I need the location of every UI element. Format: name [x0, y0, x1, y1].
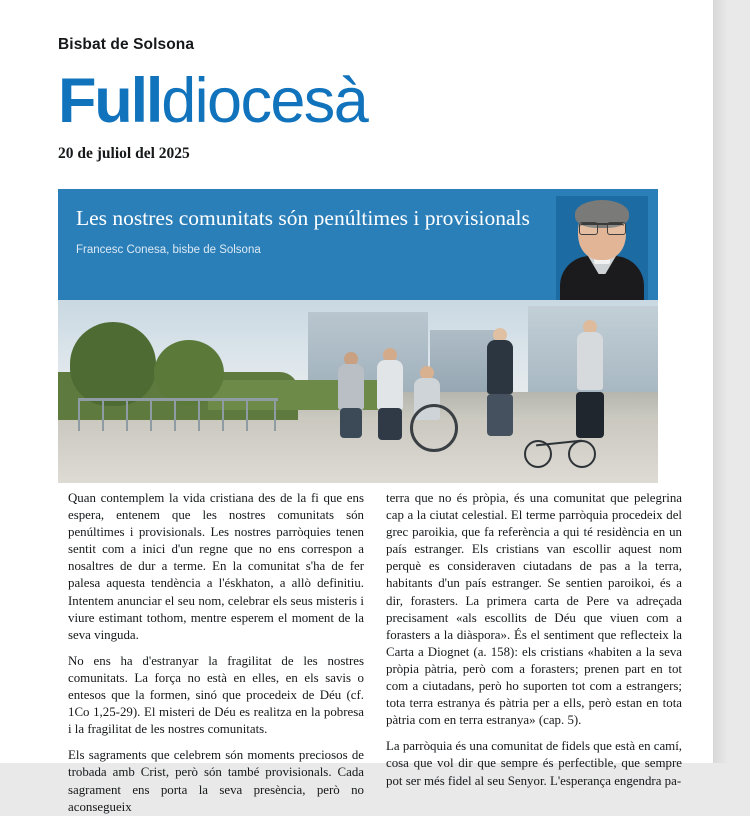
- person-figure: [374, 348, 406, 440]
- feature-author: Francesc Conesa, bisbe de Solsona: [76, 243, 261, 256]
- feature-banner: [58, 189, 658, 300]
- page-edge-shadow: [713, 0, 750, 763]
- publication-logo: [58, 66, 658, 136]
- person-figure: [482, 328, 518, 436]
- paragraph: No ens ha d'estranyar la fragilitat de les nostres comunitats. La força no està en elles, en els savis o entesos que la formen, sinó que procedeix de Déu (cf. 1Co 1,25-29). El misteri de Déu es realitza en la pobresa i la fragilitat de les nostres comunitats.: [68, 653, 364, 737]
- person-figure: [570, 320, 610, 438]
- diocese-name: Bisbat de Solsona: [58, 36, 195, 53]
- logo-diocesa-word: diocesà: [161, 66, 368, 136]
- author-portrait: [556, 196, 648, 300]
- issue-date: 20 de juliol del 2025: [58, 145, 190, 162]
- masthead: [58, 36, 658, 163]
- logo-full-word: Full: [58, 66, 162, 136]
- wheelchair-wheel: [410, 404, 458, 452]
- person-figure: [336, 352, 366, 438]
- feature-article: [58, 189, 658, 483]
- article-column-right: [386, 490, 682, 816]
- feature-title: Les nostres comunitats són penúltimes i provisionals: [76, 206, 530, 230]
- paragraph: terra que no és pròpia, és una comunitat que pelegrina cap a la ciutat celestial. El terme parròquia procedeix del grec paroikia, que fa referència a qui té residència en un país estranger. Els cristians van escollir aquest nom perquè es consideraven ciutadans de pas a la terra, habitants d'un país estranger. Se sentien paroikoi, és a dir, forasters. La primera carta de Pere va adreçada precisament «als escollits de Déu que viuen com a forasters a la diàspora». És el sentiment que reflecteix la Carta a Diognet (a. 158): els cristians «habiten a la seva pròpia pàtria, però com a forasters; prenen part en tot com a ciutadans, però ho suporten tot com a estrangers; tota terra estranya és pàtria per a ells, però estan en tota pàtria com en terra estranya» (cap. 5).: [386, 491, 682, 728]
- article-body: [68, 490, 683, 816]
- railing: [78, 398, 278, 435]
- feature-photo: [58, 300, 658, 483]
- article-column-left: [68, 490, 364, 816]
- paragraph: Quan contemplem la vida cristiana des de la fi que ens espera, entenem que les nostres comunitats són penúltimes i provisionals. Les nostres parròquies tenen sentit com a inici d'un regne que no ens correspon a nosaltres de dur a terme. En la comunitat s'ha de fer palesa aquesta tendència a l'éskhaton, a allò definitiu. Intentem anunciar el seu nom, celebrar els seus misteris i viure estimant tothom, mentre esperem el moment de la seva vinguda.: [68, 491, 364, 642]
- paragraph: Els sagraments que celebrem són moments preciosos de trobada amb Crist, però són també provisionals. Cada sagrament ens porta la seva presència, però no aconsegueix: [68, 748, 364, 814]
- bicycle: [524, 430, 594, 464]
- paragraph: La parròquia és una comunitat de fidels que està en camí, cosa que vol dir que sempre és perfectible, que sempre pot ser més fidel al seu Senyor. L'esperança engendra pa-: [386, 739, 683, 788]
